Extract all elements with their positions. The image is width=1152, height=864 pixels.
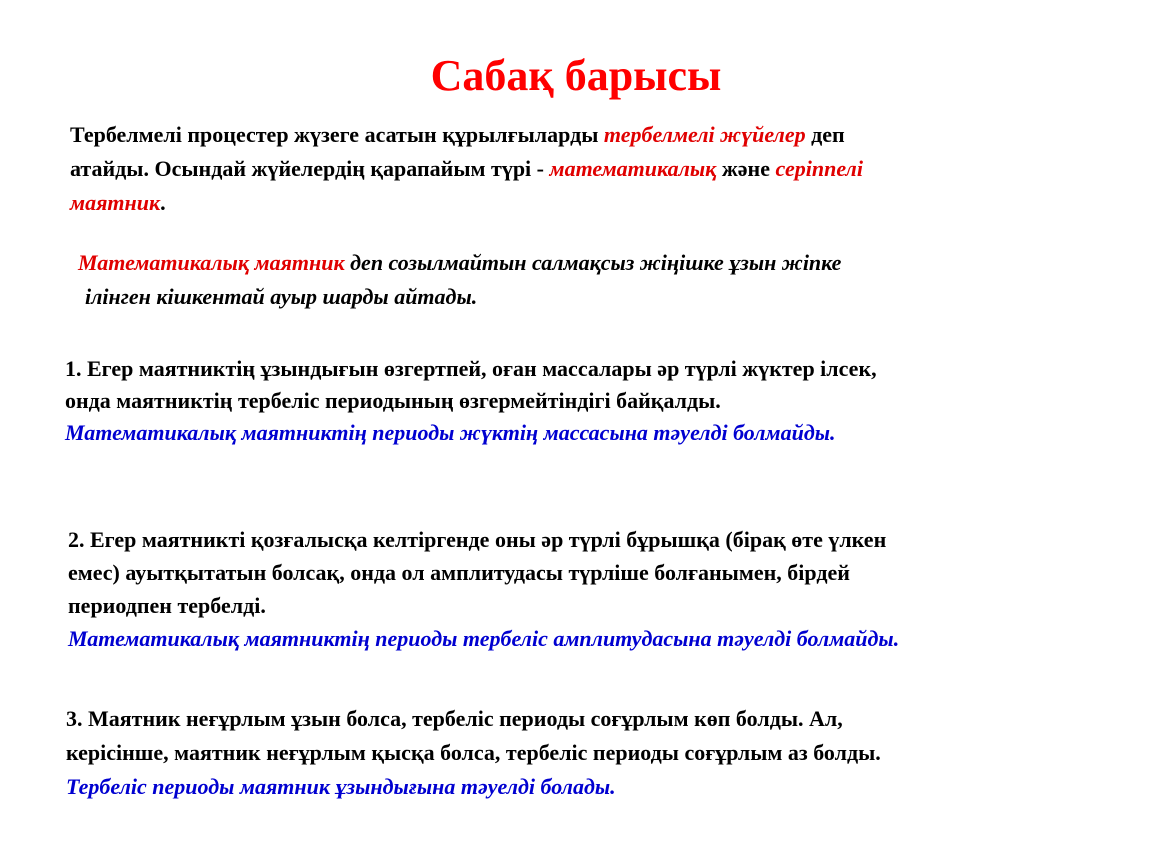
point-2-line-1: 2. Егер маятникті қозғалысқа келтіргенде оны әр түрлі бұрышқа (бірақ өте үлкен: [68, 527, 887, 552]
point-2: [68, 523, 899, 655]
intro-text: .: [160, 190, 166, 215]
point-3-line-2: керісінше, маятник неғұрлым қысқа болса, тербеліс периоды соғұрлым аз болды.: [66, 740, 881, 765]
point-3-line-1: 3. Маятник неғұрлым ұзын болса, тербеліс периоды соғұрлым көп болды. Ал,: [66, 706, 843, 731]
term-pendulum: маятник: [70, 190, 161, 215]
point-3-conclusion: Тербеліс периоды маятник ұзындығына тәуелді болады.: [66, 774, 616, 799]
intro-line-2: [70, 152, 863, 186]
term-mathematical-pendulum: Математикалық маятник: [78, 250, 345, 275]
intro-line-3: [70, 186, 863, 220]
intro-line-1: [70, 118, 863, 152]
term-spring: серіппелі: [775, 156, 863, 181]
definition-text: деп созылмайтын салмақсыз жіңішке ұзын жіпке: [344, 250, 842, 275]
term-mathematical: математикалық: [549, 156, 717, 181]
point-1: [65, 353, 877, 449]
definition-paragraph: [78, 246, 841, 314]
point-1-conclusion: Математикалық маятниктің периоды жүктің массасына тәуелді болмайды.: [65, 420, 836, 445]
point-3: [66, 702, 881, 804]
intro-text: және: [716, 156, 776, 181]
intro-text: деп: [805, 122, 845, 147]
intro-paragraph: [70, 118, 863, 220]
point-2-conclusion: Математикалық маятниктің периоды тербеліс амплитудасына тәуелді болмайды.: [68, 626, 900, 651]
point-1-line-1: 1. Егер маятниктің ұзындығын өзгертпей, оған массалары әр түрлі жүктер ілсек,: [65, 356, 877, 381]
point-2-line-2: емес) ауытқытатын болсақ, онда ол амплитудасы түрліше болғанымен, бірдей: [68, 560, 850, 585]
intro-text: атайды. Осындай жүйелердің қарапайым түрі -: [70, 156, 550, 181]
point-1-line-2: онда маятниктің тербеліс периодының өзгермейтіндігі байқалды.: [65, 388, 721, 413]
term-oscillating-systems: тербелмелі жүйелер: [603, 122, 806, 147]
point-2-line-3: периодпен тербелді.: [68, 593, 266, 618]
intro-text: Тербелмелі процестер жүзеге асатын құрылғыларды: [70, 122, 604, 147]
definition-line-1: [78, 246, 841, 280]
slide-title: Сабақ барысы: [430, 51, 722, 100]
definition-line-2: ілінген кішкентай ауыр шарды айтады.: [85, 284, 478, 309]
